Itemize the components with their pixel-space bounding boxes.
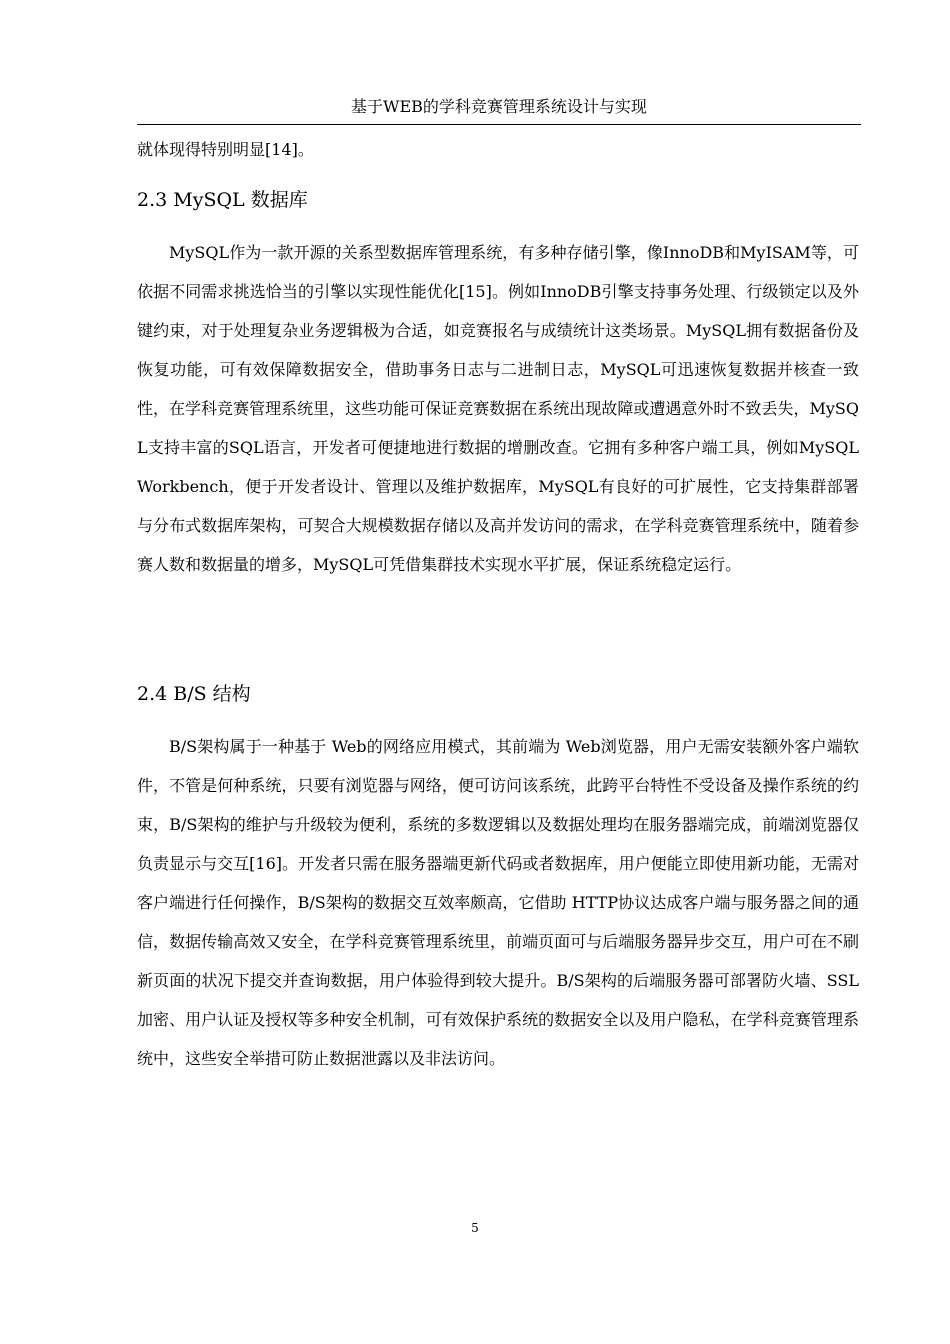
section-heading-2-4: 2.4 B/S 结构 — [137, 683, 251, 705]
running-header-title: 基于WEB的学科竞赛管理系统设计与实现 — [351, 97, 647, 116]
header-rule — [137, 124, 861, 125]
page-number: 5 — [471, 1221, 479, 1235]
continuation-line: 就体现得特别明显[14]。 — [137, 140, 314, 159]
section-paragraph-2-3: MySQL作为一款开源的关系型数据库管理系统，有多种存储引擎，像InnoDB和MyISAM等，可依据不同需求挑选恰当的引擎以实现性能优化[15]。例如InnoDB引擎支持事务处理、行级锁定以及外键约束，对于处理复杂业务逻辑极为合适，如竞赛报名与成绩统计这类场景。MySQL拥有数据备份及恢复功能，可有效保障数据安全，借助事务日志与二进制日志，MySQL可迅速恢复数据并核查一致性，在学科竞赛管理系统里，这些功能可保证竞赛数据在系统出现故障或遭遇意外时不致丢失，MySQL支持丰富的SQL语言，开发者可便捷地进行数据的增删改查。它拥有多种客户端工具，例如MySQL Workbench，便于开发者设计、管理以及维护数据库，MySQL有良好的可扩展性，它支持集群部署与分布式数据库架构，可契合大规模数据存储以及高并发访问的需求，在学科竞赛管理系统中，随着参赛人数和数据量的增多，MySQL可凭借集群技术实现水平扩展，保证系统稳定运行。 — [137, 243, 859, 574]
section-heading-2-3: 2.3 MySQL 数据库 — [137, 189, 308, 211]
section-paragraph-2-4: B/S架构属于一种基于 Web的网络应用模式，其前端为 Web浏览器，用户无需安装额外客户端软件，不管是何种系统，只要有浏览器与网络，便可访问该系统，此跨平台特性不受设备及操作系统的约束，B/S架构的维护与升级较为便利，系统的多数逻辑以及数据处理均在服务器端完成，前端浏览器仅负责显示与交互[16]。开发者只需在服务器端更新代码或者数据库，用户便能立即使用新功能，无需对客户端进行任何操作，B/S架构的数据交互效率颇高，它借助 HTTP协议达成客户端与服务器之间的通信，数据传输高效又安全，在学科竞赛管理系统里，前端页面可与后端服务器异步交互，用户可在不刷新页面的状况下提交并查询数据，用户体验得到较大提升。B/S架构的后端服务器可部署防火墙、SSL加密、用户认证及授权等多种安全机制，可有效保护系统的数据安全以及用户隐私，在学科竞赛管理系统中，这些安全举措可防止数据泄露以及非法访问。 — [137, 737, 859, 1068]
